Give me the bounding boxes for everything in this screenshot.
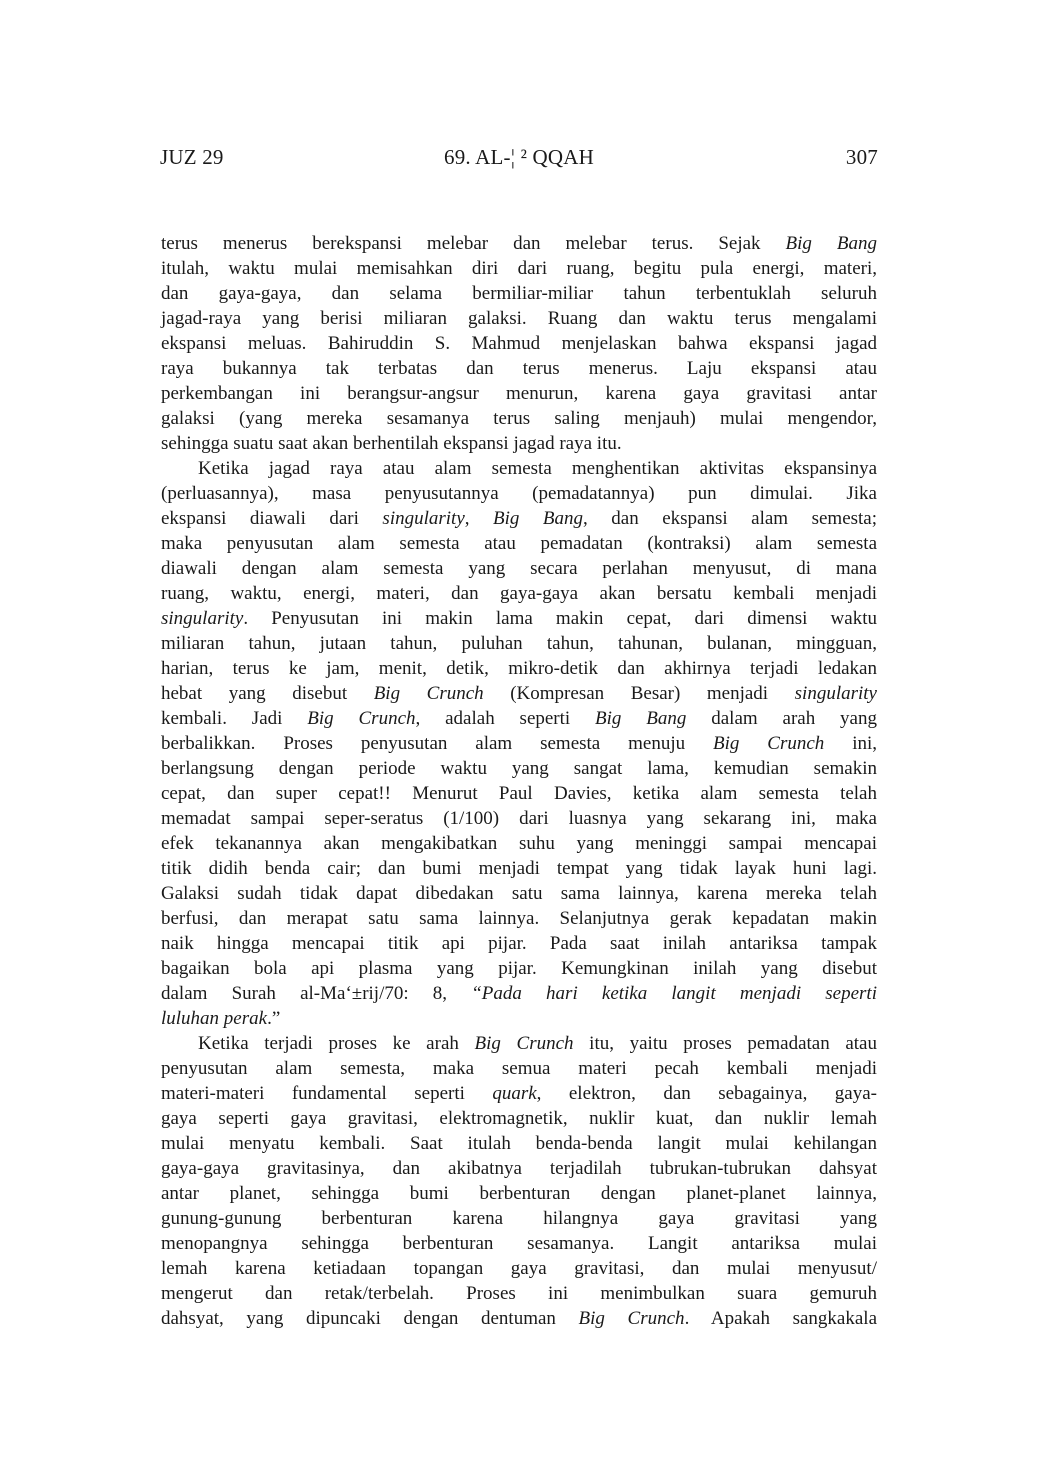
text-line <box>161 256 877 281</box>
text: efek tekanannya akan mengakibatkan suhu yang meninggi sampai mencapai <box>161 833 877 854</box>
text-line <box>161 506 877 531</box>
text: terus menerus berekspansi melebar dan melebar terus. Sejak <box>161 233 786 254</box>
text-line <box>161 781 877 806</box>
text: antar planet, sehingga bumi berbenturan dengan planet-planet lainnya, <box>161 1183 877 1204</box>
running-header <box>160 145 878 170</box>
italic-text: Big Crunch <box>578 1308 685 1329</box>
text-line <box>161 231 877 256</box>
text: miliaran tahun, jutaan tahun, puluhan tahun, tahunan, bulanan, mingguan, <box>161 633 877 654</box>
text: ruang, waktu, energi, materi, dan gaya-gaya akan bersatu kembali menjadi <box>161 583 877 604</box>
text: materi-materi fundamental seperti <box>161 1083 493 1104</box>
text: Ketika jagad raya atau alam semesta menghentikan aktivitas ekspansinya <box>198 458 877 479</box>
text-line <box>161 531 877 556</box>
text: lemah karena ketiadaan topangan gaya gravitasi, dan mulai menyusut/ <box>161 1258 877 1279</box>
italic-text: Big Crunch <box>307 708 416 729</box>
text-line <box>161 556 877 581</box>
text-line <box>161 1206 877 1231</box>
text: kembali. Jadi <box>161 708 308 729</box>
text-line <box>161 881 877 906</box>
paragraph <box>161 231 877 456</box>
italic-text: Big Crunch <box>474 1033 574 1054</box>
italic-text: Big Bang <box>785 233 877 254</box>
text: Galaksi sudah tidak dapat dibedakan satu sama lainnya, karena mereka telah <box>161 883 877 904</box>
text: Ketika terjadi proses ke arah <box>198 1033 475 1054</box>
text-line <box>161 1081 877 1106</box>
text: gunung-gunung berbenturan karena hilangnya gaya gravitasi yang <box>161 1208 877 1229</box>
text: ini, <box>824 733 877 754</box>
text: berlangsung dengan periode waktu yang sangat lama, kemudian semakin <box>161 758 877 779</box>
text: diawali dengan alam semesta yang secara perlahan menyusut, di mana <box>161 558 877 579</box>
text: mengerut dan retak/terbelah. Proses ini menimbulkan suara gemuruh <box>161 1283 877 1304</box>
text: naik hingga mencapai titik api pijar. Pada saat inilah antariksa tampak <box>161 933 877 954</box>
text-line <box>161 856 877 881</box>
text-line <box>161 431 877 456</box>
text-line <box>161 356 877 381</box>
text: , <box>464 508 494 529</box>
text-line <box>161 331 877 356</box>
text-line <box>161 281 877 306</box>
page-number: 307 <box>845 145 878 169</box>
text: (perluasannya), masa penyusutannya (pemadatannya) pun dimulai. Jika <box>161 483 877 504</box>
body-text <box>161 231 877 1331</box>
text: , dan ekspansi alam semesta; <box>583 508 878 529</box>
text: berfusi, dan merapat satu sama lainnya. Selanjutnya gerak kepadatan makin <box>161 908 877 929</box>
text-line <box>161 1006 877 1031</box>
text-line <box>161 1031 877 1056</box>
text: dalam arah yang <box>686 708 877 729</box>
text-line <box>161 656 877 681</box>
paragraph <box>161 456 877 1031</box>
italic-text: Big Bang <box>493 508 584 529</box>
text-line <box>161 756 877 781</box>
text-line <box>161 381 877 406</box>
text: mulai menyatu kembali. Saat itulah benda-benda langit mulai kehilangan <box>161 1133 877 1154</box>
italic-text: “Pada hari ketika langit menjadi seperti <box>471 983 877 1004</box>
text: cepat, dan super cepat!! Menurut Paul Davies, ketika alam semesta telah <box>161 783 877 804</box>
text: gaya-gaya gravitasinya, dan akibatnya terjadilah tubrukan-tubrukan dahsyat <box>161 1158 877 1179</box>
text-line <box>161 906 877 931</box>
text-line <box>161 806 877 831</box>
text-line <box>161 1181 877 1206</box>
italic-text: quark <box>492 1083 537 1104</box>
text-line <box>161 306 877 331</box>
text-line <box>161 831 877 856</box>
text-line <box>161 1256 877 1281</box>
text-line <box>161 1131 877 1156</box>
italic-text: Big Bang <box>595 708 687 729</box>
text: penyusutan alam semesta, maka semua materi pecah kembali menjadi <box>161 1058 877 1079</box>
text: perkembangan ini berangsur-angsur menurun, karena gaya gravitasi antar <box>161 383 877 404</box>
text: raya bukannya tak terbatas dan terus menerus. Laju ekspansi atau <box>161 358 877 379</box>
text-line <box>161 931 877 956</box>
text: galaksi (yang mereka sesamanya terus saling menjauh) mulai mengendor, <box>161 408 877 429</box>
text: dalam Surah al-Ma‘±rij/70: 8, <box>161 983 472 1004</box>
text: titik didih benda cair; dan bumi menjadi tempat yang tidak layak huni lagi. <box>161 858 877 879</box>
text: . Apakah sangkakala <box>684 1308 877 1329</box>
text: memadat sampai seper-seratus (1/100) dari luasnya yang sekarang ini, maka <box>161 808 877 829</box>
text: , elektron, dan sebagainya, gaya- <box>536 1083 877 1104</box>
surah-title: 69. AL-¦ ² QQAH <box>444 145 594 169</box>
text: berbalikkan. Proses penyusutan alam semesta menuju <box>161 733 714 754</box>
text: maka penyusutan alam semesta atau pemadatan (kontraksi) alam semesta <box>161 533 877 554</box>
text: (Kompresan Besar) menjadi <box>483 683 795 704</box>
italic-text: singularity <box>794 683 877 704</box>
text: jagad-raya yang berisi miliaran galaksi. Ruang dan waktu terus mengalami <box>161 308 877 329</box>
text-line <box>161 1306 877 1331</box>
italic-text: Big Crunch <box>713 733 825 754</box>
text-line <box>161 1106 877 1131</box>
text: gaya seperti gaya gravitasi, elektromagnetik, nuklir kuat, dan nuklir lemah <box>161 1108 877 1129</box>
text-line <box>161 481 877 506</box>
text: ekspansi diawali dari <box>161 508 383 529</box>
text-line <box>161 681 877 706</box>
italic-text: Big Crunch <box>373 683 484 704</box>
text-line <box>161 731 877 756</box>
text: dahsyat, yang dipuncaki dengan dentuman <box>161 1308 579 1329</box>
text-line <box>161 1156 877 1181</box>
text: menopangnya sehingga berbenturan sesamanya. Langit antariksa mulai <box>161 1233 877 1254</box>
text-line <box>161 706 877 731</box>
text: sehingga suatu saat akan berhentilah ekspansi jagad raya itu. <box>161 433 622 454</box>
text: .” <box>267 1008 281 1029</box>
text-line <box>161 1231 877 1256</box>
text: hebat yang disebut <box>161 683 374 704</box>
text: , adalah seperti <box>415 708 596 729</box>
text: ekspansi meluas. Bahiruddin S. Mahmud menjelaskan bahwa ekspansi jagad <box>161 333 877 354</box>
text: itulah, waktu mulai memisahkan diri dari ruang, begitu pula energi, materi, <box>161 258 877 279</box>
italic-text: singularity <box>382 508 465 529</box>
italic-text: singularity <box>161 608 244 629</box>
text-line <box>161 1281 877 1306</box>
text-line <box>161 581 877 606</box>
text: itu, yaitu proses pemadatan atau <box>573 1033 877 1054</box>
italic-text: luluhan perak <box>161 1008 268 1029</box>
text-line <box>161 956 877 981</box>
paragraph <box>161 1031 877 1331</box>
text-line <box>161 1056 877 1081</box>
text: . Penyusutan ini makin lama makin cepat, dari dimensi waktu <box>243 608 877 629</box>
text: harian, terus ke jam, menit, detik, mikro-detik dan akhirnya terjadi ledakan <box>161 658 877 679</box>
juz-label: JUZ 29 <box>160 145 224 169</box>
text-line <box>161 981 877 1006</box>
text-line <box>161 631 877 656</box>
text-line <box>161 606 877 631</box>
text-line <box>161 456 877 481</box>
text: dan gaya-gaya, dan selama bermiliar-miliar tahun terbentuklah seluruh <box>161 283 877 304</box>
text-line <box>161 406 877 431</box>
text: bagaikan bola api plasma yang pijar. Kemungkinan inilah yang disebut <box>161 958 877 979</box>
